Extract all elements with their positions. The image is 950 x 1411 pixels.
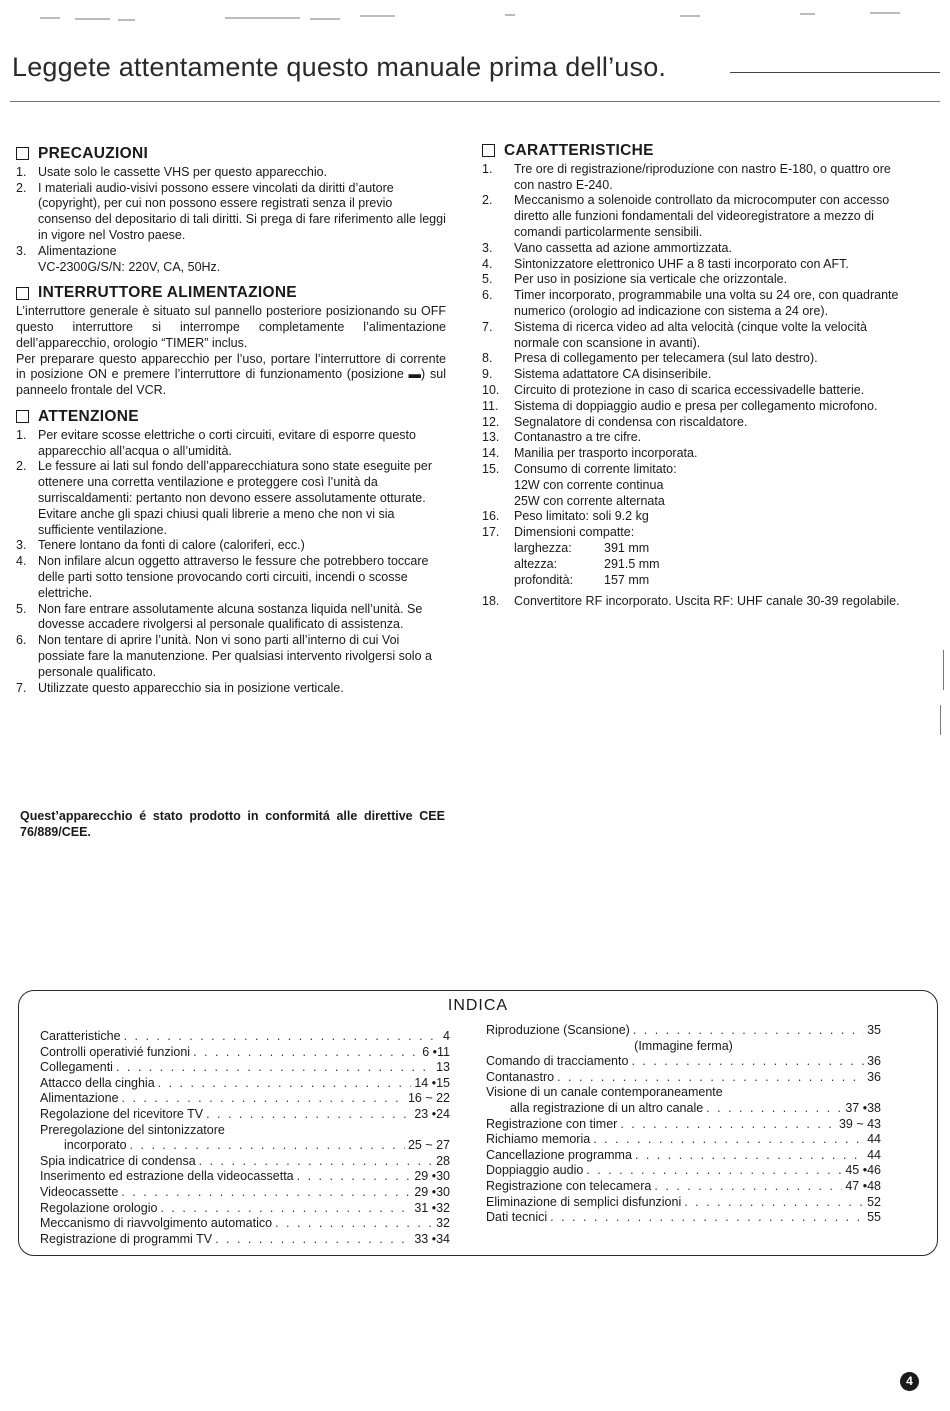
leader-dots <box>122 1091 405 1107</box>
index-row <box>40 1216 450 1232</box>
list-item: 16. Peso limitato: soli 9.2 kg <box>482 509 649 524</box>
header-divider <box>10 101 940 102</box>
index-entry-page: 33 •34 <box>414 1231 450 1246</box>
leader-dots <box>116 1060 433 1076</box>
index-entry-page: 23 •24 <box>414 1106 450 1121</box>
index-row <box>486 1117 881 1133</box>
list-item: 2. I materiali audio-visivi possono essere vincolati da diritti d’autore (copyright), per cui non possono essere registrati senza il previo consenso del depositario di tali diritti. Si prega di fare riferimento alle leggi in vigore nel Vostro paese. <box>16 180 446 242</box>
leader-dots <box>631 1054 864 1070</box>
list-item: 2. Le fessure ai lati sul fondo dell’apparecchiatura sono state eseguite per ottenere una corretta ventilazione e proteggere così l’unità da surriscaldamenti: pertanto non devono essere assolutamente otturate. Evitare anche gli spazi chiusi quali librerie a meno che non vi sia sufficiente ventilazione. <box>16 459 433 537</box>
list-item: 3. Tenere lontano da fonti di calore (caloriferi, ecc.) <box>16 538 305 553</box>
index-entry-label: Caratteristiche <box>40 1029 121 1043</box>
index-entry-page: 31 •32 <box>414 1200 450 1215</box>
list-item: 8. Presa di collegamento per telecamera (sul lato destro). <box>482 351 818 366</box>
dimension-row: larghezza: 391 mm <box>514 540 650 555</box>
scan-artifact-dashes <box>0 10 950 22</box>
index-row <box>40 1232 450 1248</box>
index-right-column <box>486 1023 881 1226</box>
index-row <box>40 1091 450 1107</box>
index-row <box>40 1107 450 1123</box>
index-row <box>486 1132 881 1148</box>
index-entry-label: Riproduzione (Scansione) <box>486 1023 630 1037</box>
leader-dots <box>297 1169 412 1185</box>
power-dc: 12W con corrente continua <box>514 477 664 492</box>
index-entry-page: 52 <box>867 1194 881 1209</box>
dimension-row: profondità: 157 mm <box>514 572 650 587</box>
index-entry-label: incorporato <box>64 1138 127 1153</box>
index-row <box>486 1101 881 1117</box>
index-entry-label: Registrazione con telecamera <box>486 1178 652 1193</box>
paragraph: L’interruttore generale è situato sul pannello posteriore posizionando su OFF questo interruttore si interrompe completamente l’alimentazione dell’apparecchio, orologio “TIMER” inclus. <box>16 304 446 350</box>
index-entry-label: Registrazione con timer <box>486 1116 618 1131</box>
index-row <box>40 1076 450 1092</box>
index-entry-label: Richiamo memoria <box>486 1132 591 1147</box>
index-row <box>40 1123 450 1139</box>
index-entry-label: Comando di tracciamento <box>486 1054 629 1069</box>
index-entry-page: 29 •30 <box>414 1169 450 1184</box>
index-entry-page: 44 <box>867 1147 881 1162</box>
index-entry-page: 35 <box>867 1023 881 1037</box>
leader-dots <box>635 1148 864 1164</box>
index-row <box>40 1185 450 1201</box>
paragraph: Per preparare questo apparecchio per l’uso, portare l’interruttore di corrente in posizione ON e premere l’interruttore di funzionamento (posizione ▬) sul panneelo frontale del VCR. <box>16 351 446 398</box>
index-entry-page: 4 <box>443 1029 450 1043</box>
leader-dots <box>586 1163 842 1179</box>
left-column <box>16 146 446 696</box>
leader-dots <box>706 1101 842 1117</box>
index-row <box>486 1039 881 1055</box>
list-item: 15. Consumo di corrente limitato: 12W con corrente continua 25W con corrente alternata <box>482 461 677 508</box>
index-entry-page: 32 <box>436 1216 450 1231</box>
index-entry-label: alla registrazione di un altro canale <box>510 1100 704 1115</box>
leader-dots <box>684 1195 864 1211</box>
leader-dots <box>199 1154 433 1170</box>
checkbox-square-icon <box>16 147 29 160</box>
scan-edge-mark <box>940 705 941 735</box>
index-entry-label: Videocassette <box>40 1184 119 1199</box>
list-item: 11. Sistema di doppiaggio audio e presa per collegamento microfono. <box>482 398 878 413</box>
dimension-row: altezza: 291.5 mm <box>514 556 660 571</box>
list-item: 1. Usate solo le cassette VHS per questo apparecchio. <box>16 164 328 179</box>
list-item: 9. Sistema adattatore CA disinseribile. <box>482 367 712 382</box>
index-entry-label: Collegamenti <box>40 1060 113 1075</box>
leader-dots <box>557 1070 864 1086</box>
list-item: 6. Timer incorporato, programmabile una volta su 24 ore, con quadrante numerico (orologio ad indicazione con sistema a 24 ore). <box>482 288 899 318</box>
index-entry-page: 25 ~ 27 <box>407 1138 450 1153</box>
index-entry-label: Doppiaggio audio <box>486 1163 584 1178</box>
leader-dots <box>654 1179 842 1195</box>
index-row <box>40 1154 450 1170</box>
index-entry-label: Inserimento ed estrazione della videocassetta <box>40 1169 294 1184</box>
index-entry-page: 36 <box>867 1069 881 1084</box>
page-title: Leggete attentamente questo manuale prima dell’uso. <box>12 52 667 82</box>
title-underline <box>730 72 940 73</box>
scan-edge-mark <box>943 650 944 690</box>
right-column <box>482 143 902 610</box>
list-item: 13. Contanastro a tre cifre. <box>482 430 642 445</box>
index-entry-page: 28 <box>436 1153 450 1168</box>
index-box <box>18 990 938 1256</box>
leader-dots <box>124 1029 440 1045</box>
index-entry-label: Cancellazione programma <box>486 1147 632 1162</box>
index-row <box>40 1060 450 1076</box>
list-item: 6. Non tentare di aprire l’unità. Non vi sono parti all’interno di cui Voi possiate fare la manutenzione. Per qualsiasi intervento rivolgersi solo a personale qualificato. <box>16 633 432 679</box>
index-entry-label: Eliminazione di semplici disfunzioni <box>486 1194 682 1209</box>
index-row <box>486 1023 881 1039</box>
leader-dots <box>193 1045 419 1061</box>
leader-dots <box>130 1138 405 1154</box>
list-item: 5. Non fare entrare assolutamente alcuna sostanza liquida nell’unità. Se dovesse accadere rivolgersi al personale qualificato di assistenza. <box>16 601 423 632</box>
list-item: 17. Dimensioni compatte: larghezza: 391 mm altezza: 291.5 mm profondità: 157 mm <box>482 525 902 588</box>
index-row <box>40 1045 450 1061</box>
index-row <box>486 1179 881 1195</box>
index-row <box>486 1210 881 1226</box>
index-entry-page: 39 ~ 43 <box>838 1116 881 1131</box>
index-row <box>486 1148 881 1164</box>
leader-dots <box>275 1216 433 1232</box>
index-entry-label: Alimentazione <box>40 1091 119 1106</box>
leader-dots <box>158 1076 412 1092</box>
list-item: 3. Vano cassetta ad azione ammortizzata. <box>482 240 732 255</box>
index-entry-label: Preregolazione del sintonizzatore <box>40 1122 225 1137</box>
list-item: 4. Sintonizzatore elettronico UHF a 8 tasti incorporato con AFT. <box>482 256 849 271</box>
list-item: 4. Non infilare alcun oggetto attraverso le fessure che potrebbero toccare delle parti sotto tensione provocando corti circuiti, incendi o scosse elettriche. <box>16 554 429 600</box>
index-row <box>486 1054 881 1070</box>
list-item: 1. Per evitare scosse elettriche o corti circuiti, evitare di esporre questo apparecchio all’acqua o all’umidità. <box>16 427 416 458</box>
leader-dots <box>620 1117 836 1133</box>
leader-dots <box>206 1107 411 1123</box>
index-entry-label: Contanastro <box>486 1069 555 1084</box>
index-entry-label: Regolazione del ricevitore TV <box>40 1106 204 1121</box>
index-entry-label: Attacco della cinghia <box>40 1075 155 1090</box>
index-entry-label: Registrazione di programmi TV <box>40 1231 213 1246</box>
leader-dots <box>633 1023 864 1039</box>
index-title: INDICA <box>447 997 509 1014</box>
index-row <box>486 1085 881 1101</box>
index-entry-page: 13 <box>436 1060 450 1075</box>
index-entry-page: 55 <box>867 1210 881 1225</box>
checkbox-square-icon <box>16 410 29 423</box>
section-heading-precauzioni: PRECAUZIONI <box>16 146 446 162</box>
index-entry-page: 37 •38 <box>845 1100 881 1115</box>
list-item: 5. Per uso in posizione sia verticale che orizzontale. <box>482 272 788 287</box>
index-entry-label: Controlli operativié funzioni <box>40 1044 191 1059</box>
index-row <box>40 1169 450 1185</box>
index-left-column <box>40 1029 450 1247</box>
index-entry-page: 6 •11 <box>422 1044 450 1059</box>
item-text: Alimentazione <box>38 243 117 258</box>
list-item: 18. Convertitore RF incorporato. Uscita RF: UHF canale 30-39 regolabile. <box>482 594 900 609</box>
index-entry-label: (Immagine ferma) <box>634 1038 733 1053</box>
index-entry-label: Regolazione orologio <box>40 1200 158 1215</box>
list-item: 7. Utilizzate questo apparecchio sia in posizione verticale. <box>16 680 344 695</box>
item-text: Consumo di corrente limitato: <box>514 461 677 476</box>
leader-dots <box>121 1185 411 1201</box>
index-entry-page: 44 <box>867 1132 881 1147</box>
index-entry-page: 16 ~ 22 <box>407 1091 450 1106</box>
section-heading-caratteristiche: CARATTERISTICHE <box>482 143 902 159</box>
index-row <box>486 1195 881 1211</box>
leader-dots <box>550 1210 864 1226</box>
checkbox-square-icon <box>482 144 495 157</box>
power-ac: 25W con corrente alternata <box>514 493 665 508</box>
list-item: 10. Circuito di protezione in caso di scarica eccessivadelle batterie. <box>482 382 865 397</box>
page-number: 4 <box>900 1372 919 1391</box>
index-row <box>486 1163 881 1179</box>
index-row <box>40 1029 450 1045</box>
leader-dots <box>593 1132 864 1148</box>
list-item: 3. Alimentazione VC-2300G/S/N: 220V, CA, 50Hz. <box>16 243 221 274</box>
index-entry-page: 45 •46 <box>845 1163 881 1178</box>
item-text: Dimensioni compatte: <box>514 525 635 540</box>
index-entry-label: Dati tecnici <box>486 1210 548 1225</box>
leader-dots <box>160 1201 411 1217</box>
index-entry-label: Visione di un canale contemporaneamente <box>486 1085 723 1100</box>
list-item: 7. Sistema di ricerca video ad alta velocità (cinque volte la velocità normale con scansione in avanti). <box>482 319 867 350</box>
index-entry-page: 14 •15 <box>414 1075 450 1090</box>
checkbox-square-icon <box>16 287 29 300</box>
index-entry-label: Spia indicatrice di condensa <box>40 1153 196 1168</box>
index-entry-page: 47 •48 <box>845 1178 881 1193</box>
item-subtext: VC-2300G/S/N: 220V, CA, 50Hz. <box>38 259 221 274</box>
list-item: 2. Meccanismo a solenoide controllato da microcomputer con accesso diretto alle funzioni fondamentali del videoregistratore a mezzo di comandi particolarmente sensibili. <box>482 193 890 239</box>
list-item: 1. Tre ore di registrazione/riproduzione con nastro E-180, o quattro ore con nastro E-240. <box>482 161 891 192</box>
index-entry-page: 29 •30 <box>414 1184 450 1199</box>
index-row <box>40 1138 450 1154</box>
index-entry-page: 36 <box>867 1054 881 1069</box>
index-entry-label: Meccanismo di riavvolgimento automatico <box>40 1216 273 1231</box>
list-item: 14. Manilia per trasporto incorporata. <box>482 446 698 461</box>
leader-dots <box>215 1232 411 1248</box>
ce-compliance-notice: Quest’apparecchio é stato prodotto in conformitá alle direttive CEE 76/889/CEE. <box>20 809 445 839</box>
index-row <box>40 1201 450 1217</box>
index-row <box>486 1070 881 1086</box>
section-heading-attenzione: ATTENZIONE <box>16 409 446 425</box>
section-heading-interruttore: INTERRUTTORE ALIMENTAZIONE <box>16 285 446 301</box>
list-item: 12. Segnalatore di condensa con riscaldatore. <box>482 414 748 429</box>
